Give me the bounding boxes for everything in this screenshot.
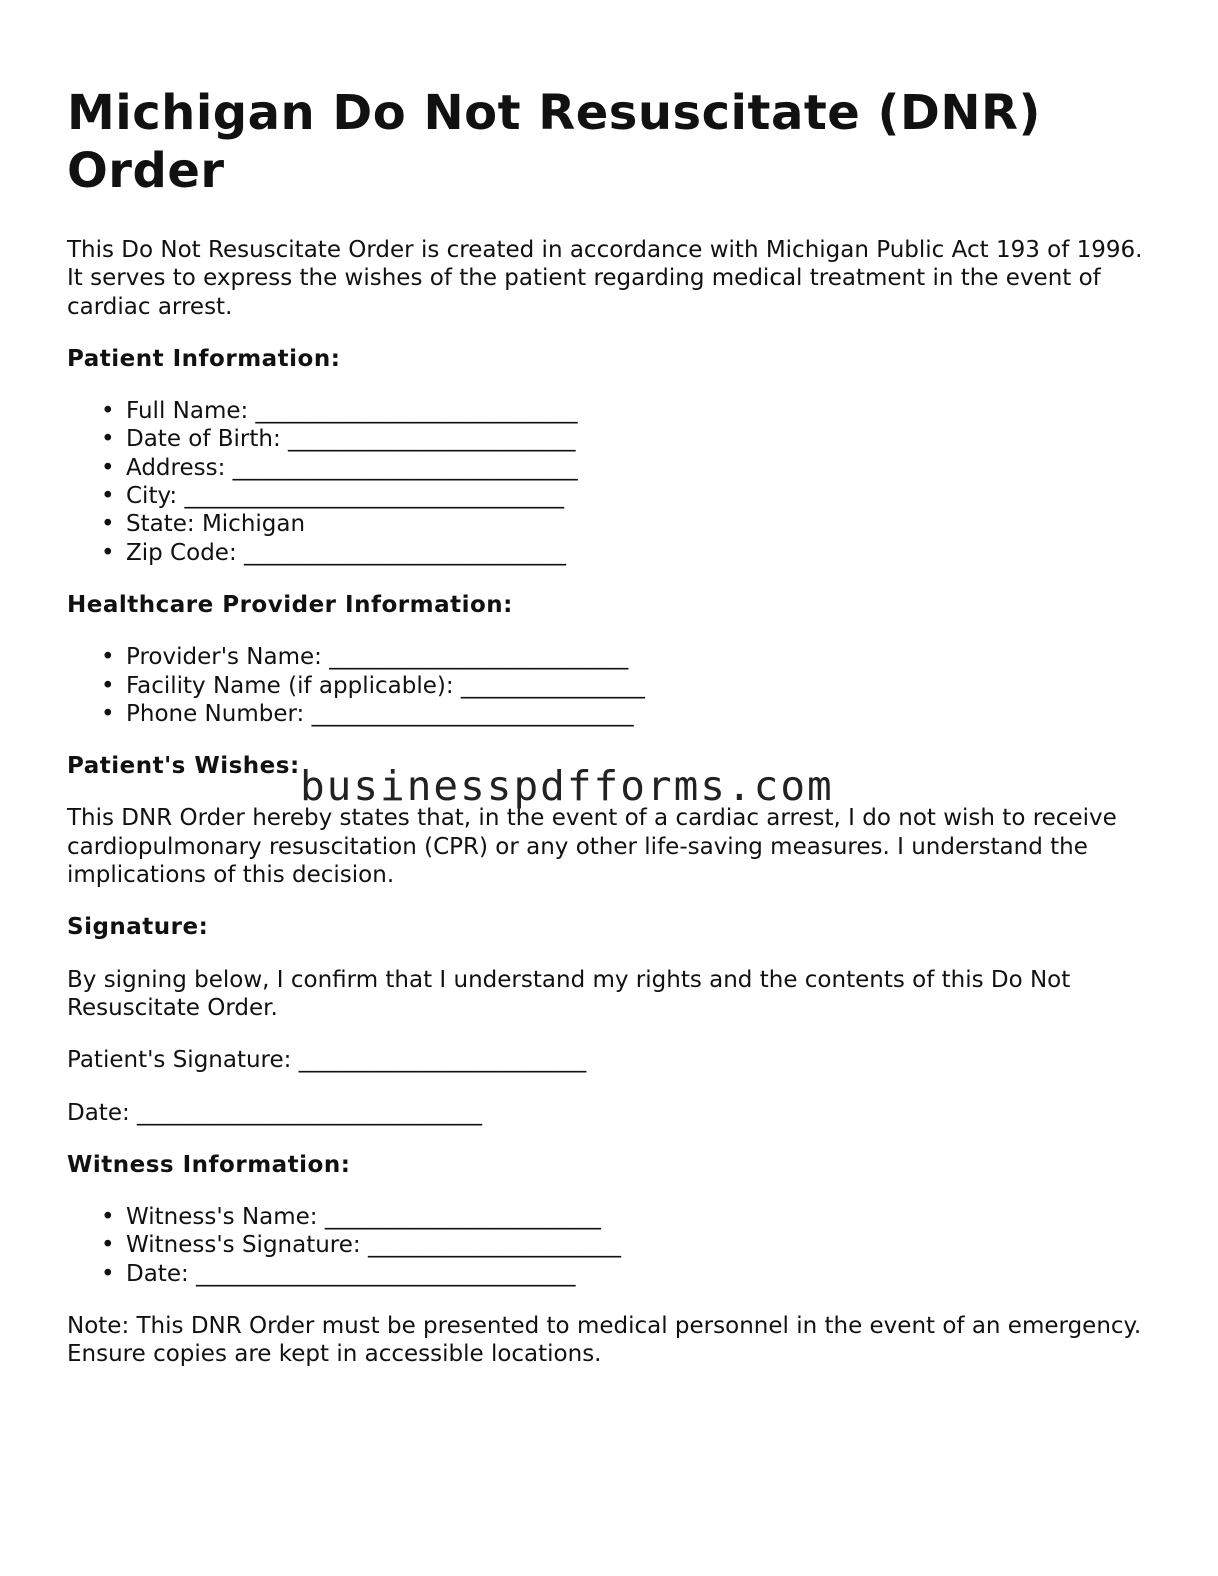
field-provider-name: Provider's Name: __________________________ [126, 644, 629, 671]
signature-heading: Signature: [67, 914, 209, 941]
list-item [101, 1231, 1147, 1259]
list-item [101, 425, 1147, 453]
document-title: Michigan Do Not Resuscitate (DNR) Order [67, 85, 1041, 199]
field-date-of-birth: Date of Birth: _________________________ [126, 426, 576, 453]
bullet-icon: • [101, 1232, 115, 1259]
provider-info-list [67, 643, 1147, 728]
patient-info-heading: Patient Information: [67, 345, 341, 372]
wishes-paragraph: This DNR Order hereby states that, in the event of a cardiac arrest, I do not wish to receive cardiopulmonary resuscitation (CPR) or any other life-saving measures. I understand the implications of this decision. [67, 805, 1117, 889]
bullet-icon: • [101, 483, 115, 510]
patient-info-list [67, 397, 1147, 567]
list-item [101, 672, 1147, 700]
bullet-icon: • [101, 672, 115, 699]
bullet-icon: • [101, 398, 115, 425]
list-item [101, 539, 1147, 567]
field-witness-signature: Witness's Signature: ______________________ [126, 1232, 621, 1259]
document-page [67, 84, 1147, 1393]
field-zip-code: Zip Code: ____________________________ [126, 539, 566, 566]
bullet-icon: • [101, 539, 115, 566]
bullet-icon: • [101, 426, 115, 453]
note-paragraph: Note: This DNR Order must be presented to medical personnel in the event of an emergency. Ensure copies are kept in accessible locations. [67, 1313, 1142, 1368]
field-witness-name: Witness's Name: ________________________ [126, 1204, 601, 1231]
field-full-name: Full Name: ____________________________ [126, 398, 578, 425]
bullet-icon: • [101, 454, 115, 481]
field-state: State: Michigan [126, 511, 306, 538]
list-item [101, 700, 1147, 728]
list-item [101, 1260, 1147, 1288]
field-phone-number: Phone Number: ____________________________ [126, 700, 634, 727]
witness-info-heading: Witness Information: [67, 1151, 351, 1178]
list-item [101, 510, 1147, 538]
signature-date-line: Date: ______________________________ [67, 1099, 483, 1126]
field-address: Address: ______________________________ [126, 454, 578, 481]
bullet-icon: • [101, 1204, 115, 1231]
bullet-icon: • [101, 644, 115, 671]
bullet-icon: • [101, 1260, 115, 1287]
watermark: businesspdfforms.com [300, 762, 834, 810]
provider-info-heading: Healthcare Provider Information: [67, 591, 513, 618]
list-item [101, 454, 1147, 482]
list-item [101, 643, 1147, 671]
wishes-heading: Patient's Wishes: [67, 753, 300, 780]
field-city: City: _________________________________ [126, 483, 564, 510]
field-witness-date: Date: _________________________________ [126, 1260, 576, 1287]
signature-paragraph: By signing below, I confirm that I understand my rights and the contents of this Do Not Resuscitate Order. [67, 966, 1071, 1021]
intro-paragraph: This Do Not Resuscitate Order is created in accordance with Michigan Public Act 193 of 1996. It serves to express the wishes of the patient regarding medical treatment in the event of cardiac arrest. [67, 237, 1143, 320]
bullet-icon: • [101, 700, 115, 727]
list-item [101, 1203, 1147, 1231]
field-facility-name: Facility Name (if applicable): ________________ [126, 672, 645, 699]
list-item [101, 397, 1147, 425]
list-item [101, 482, 1147, 510]
witness-info-list [67, 1203, 1147, 1288]
bullet-icon: • [101, 511, 115, 538]
patient-signature-line: Patient's Signature: _________________________ [67, 1047, 587, 1074]
